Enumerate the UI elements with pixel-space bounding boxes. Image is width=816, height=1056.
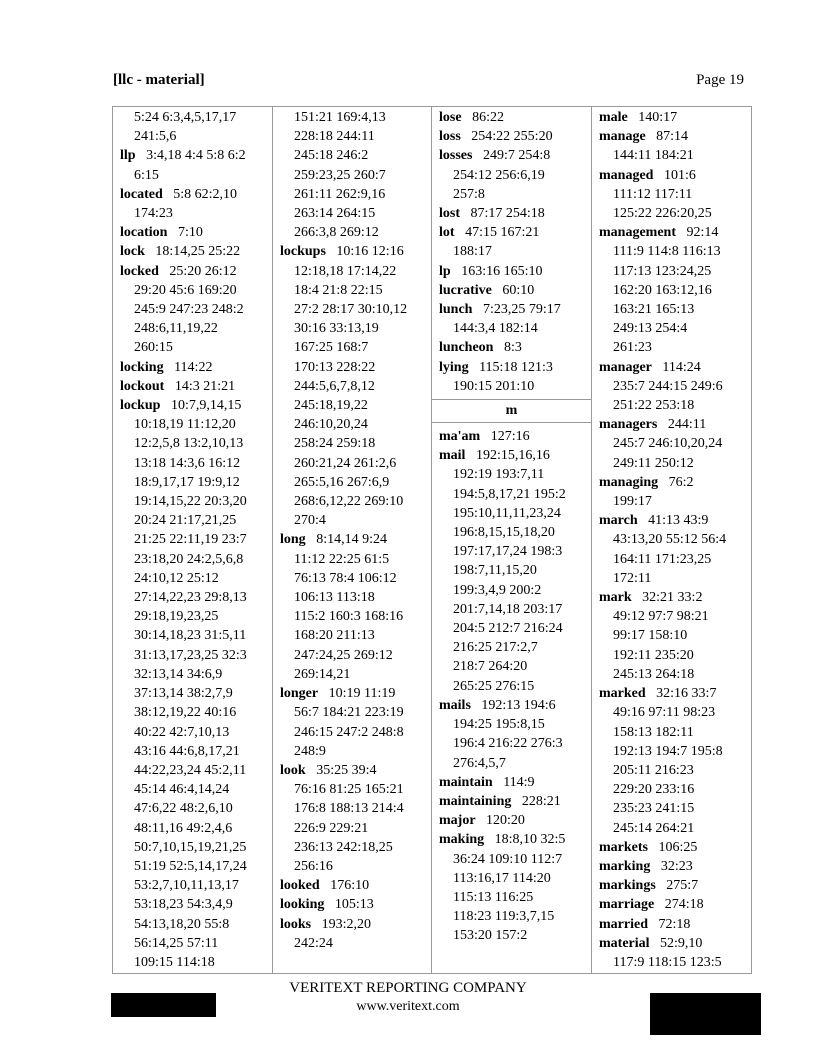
index-refs: 192:15,16,16 <box>475 448 550 464</box>
index-refs: 106:25 <box>658 839 698 855</box>
index-entry <box>592 223 753 242</box>
index-refs: 32:16 33:7 <box>656 686 717 702</box>
index-entry <box>592 876 753 895</box>
index-continuation: 6:15 <box>134 167 159 183</box>
index-term: lying <box>439 359 469 375</box>
index-term: march <box>599 513 638 529</box>
index-continuation: 259:23,25 260:7 <box>294 167 386 183</box>
index-continuation: 40:22 42:7,10,13 <box>134 724 230 740</box>
index-entry <box>432 773 591 792</box>
index-continuation: 276:4,5,7 <box>453 755 506 771</box>
index-continuation: 194:5,8,17,21 195:2 <box>453 486 566 502</box>
index-term: lost <box>439 206 460 222</box>
index-term: lock <box>120 244 145 260</box>
index-term: locked <box>120 263 159 279</box>
footer-website: www.veritext.com <box>356 999 460 1014</box>
index-continuation: 11:12 22:25 61:5 <box>294 551 390 567</box>
index-continuation: 167:25 168:7 <box>294 340 369 356</box>
index-refs: 176:10 <box>330 878 370 894</box>
index-entry <box>592 684 753 703</box>
index-continuation: 204:5 212:7 216:24 <box>453 621 563 637</box>
index-continuation: 12:2,5,8 13:2,10,13 <box>134 436 244 452</box>
index-term: looking <box>280 897 325 913</box>
index-refs: 10:7,9,14,15 <box>170 398 242 414</box>
index-continuation: 188:17 <box>453 244 492 260</box>
index-term: lose <box>439 110 462 125</box>
index-continuation: 31:13,17,23,25 32:3 <box>134 647 247 663</box>
index-continuation: 30:16 33:13,19 <box>294 321 379 337</box>
index-continuation: 258:24 259:18 <box>294 436 376 452</box>
index-refs: 120:20 <box>486 813 525 829</box>
index-refs: 18:8,10 32:5 <box>494 832 566 848</box>
index-entry <box>432 696 591 715</box>
index-entry <box>432 281 591 300</box>
index-refs: 47:15 167:21 <box>465 225 540 241</box>
index-entry <box>432 446 591 465</box>
index-continuation: 24:10,12 25:12 <box>134 570 219 586</box>
index-continuation: 164:11 171:23,25 <box>613 551 712 567</box>
index-refs: 7:23,25 79:17 <box>482 302 561 318</box>
index-continuation: 153:20 157:2 <box>453 928 528 944</box>
index-term: marking <box>599 858 651 874</box>
index-term: manager <box>599 359 652 375</box>
index-entry <box>592 108 753 127</box>
index-term: lucrative <box>439 282 492 298</box>
index-continuation: 117:9 118:15 123:5 <box>613 954 722 970</box>
index-continuation: 99:17 158:10 <box>613 628 688 644</box>
index-continuation: 248:9 <box>294 743 326 759</box>
index-refs: 60:10 <box>502 282 535 298</box>
index-entry <box>432 146 591 165</box>
index-entry <box>432 223 591 242</box>
index-continuation: 260:21,24 261:2,6 <box>294 455 397 471</box>
index-continuation: 163:21 165:13 <box>613 302 695 318</box>
index-continuation: 56:14,25 57:11 <box>134 935 219 951</box>
index-continuation: 174:23 <box>134 206 173 222</box>
index-term: lockup <box>120 398 161 414</box>
index-refs: 41:13 43:9 <box>648 513 709 529</box>
index-term: lockups <box>280 244 326 260</box>
index-refs: 3:4,18 4:4 5:8 6:2 <box>146 148 246 164</box>
index-continuation: 245:7 246:10,20,24 <box>613 436 723 452</box>
index-entry <box>432 792 591 811</box>
index-entry <box>113 262 272 281</box>
index-term: maintaining <box>439 793 512 809</box>
index-refs: 32:23 <box>660 858 693 874</box>
index-continuation: 254:12 256:6,19 <box>453 167 545 183</box>
index-continuation: 29:20 45:6 169:20 <box>134 282 237 298</box>
index-term: markets <box>599 839 648 855</box>
index-continuation: 115:2 160:3 168:16 <box>294 609 404 625</box>
index-entry <box>113 223 272 242</box>
index-entry <box>113 377 272 396</box>
index-continuation: 27:14,22,23 29:8,13 <box>134 590 247 606</box>
index-continuation: 47:6,22 48:2,6,10 <box>134 801 233 817</box>
index-term: lp <box>439 263 451 279</box>
index-term: long <box>280 532 306 548</box>
index-term: looked <box>280 878 320 894</box>
index-continuation: 18:9,17,17 19:9,12 <box>134 474 240 490</box>
index-term: location <box>120 225 168 241</box>
index-term: looks <box>280 916 312 932</box>
index-continuation: 32:13,14 34:6,9 <box>134 666 223 682</box>
index-entry <box>273 761 431 780</box>
index-term: material <box>599 935 650 951</box>
index-refs: 14:3 21:21 <box>174 378 236 394</box>
index-continuation: 144:3,4 182:14 <box>453 321 538 337</box>
index-continuation: 49:16 97:11 98:23 <box>613 705 716 721</box>
index-continuation: 249:13 254:4 <box>613 321 688 337</box>
index-continuation: 245:18,19,22 <box>294 398 368 414</box>
index-continuation: 151:21 169:4,13 <box>294 110 386 125</box>
index-refs: 192:13 194:6 <box>481 697 556 713</box>
index-term: locking <box>120 359 164 375</box>
index-refs: 8:14,14 9:24 <box>316 532 387 548</box>
index-continuation: 199:17 <box>613 494 652 510</box>
index-continuation: 249:11 250:12 <box>613 455 694 471</box>
index-entry <box>592 166 753 185</box>
index-continuation: 5:24 6:3,4,5,17,17 <box>134 110 237 125</box>
index-continuation: 18:4 21:8 22:15 <box>294 282 383 298</box>
index-term: lockout <box>120 378 165 394</box>
index-continuation: 38:12,19,22 40:16 <box>134 705 237 721</box>
index-entry <box>432 262 591 281</box>
index-continuation: 13:18 14:3,6 16:12 <box>134 455 241 471</box>
index-continuation: 111:12 117:11 <box>613 186 693 202</box>
index-entry <box>432 127 591 146</box>
index-continuation: 158:13 182:11 <box>613 724 694 740</box>
index-term: manage <box>599 129 646 145</box>
index-continuation: 245:9 247:23 248:2 <box>134 302 244 318</box>
index-continuation: 246:10,20,24 <box>294 417 368 433</box>
index-refs: 87:14 <box>656 129 689 145</box>
index-entry <box>432 830 591 849</box>
index-continuation: 19:14,15,22 20:3,20 <box>134 494 247 510</box>
index-entry <box>592 895 753 914</box>
index-term: located <box>120 186 163 202</box>
index-term: marriage <box>599 897 655 913</box>
index-entry <box>273 915 431 934</box>
index-term: llp <box>120 148 136 164</box>
index-refs: 72:18 <box>658 916 691 932</box>
index-refs: 254:22 255:20 <box>471 129 553 145</box>
index-refs: 87:17 254:18 <box>470 206 545 222</box>
index-refs: 274:18 <box>664 897 704 913</box>
index-continuation: 257:8 <box>453 186 485 202</box>
index-continuation: 20:24 21:17,21,25 <box>134 513 237 529</box>
index-continuation: 245:18 246:2 <box>294 148 369 164</box>
index-entry <box>113 358 272 377</box>
index-entry <box>592 358 753 377</box>
index-continuation: 54:13,18,20 55:8 <box>134 916 230 932</box>
index-continuation: 226:9 229:21 <box>294 820 369 836</box>
index-continuation: 201:7,14,18 203:17 <box>453 601 563 617</box>
index-continuation: 260:15 <box>134 340 173 356</box>
index-continuation: 53:2,7,10,11,13,17 <box>134 878 239 894</box>
index-term: married <box>599 916 648 932</box>
index-continuation: 45:14 46:4,14,24 <box>134 782 230 798</box>
index-refs: 275:7 <box>666 878 699 894</box>
redaction-block-right <box>650 993 761 1035</box>
index-refs: 127:16 <box>490 429 530 445</box>
index-continuation: 10:18,19 11:12,20 <box>134 417 236 433</box>
index-refs: 228:21 <box>521 793 561 809</box>
index-continuation: 172:11 <box>613 570 652 586</box>
index-term: marked <box>599 686 646 702</box>
index-continuation: 269:14,21 <box>294 666 351 682</box>
index-term: lot <box>439 225 455 241</box>
index-continuation: 265:5,16 267:6,9 <box>294 474 390 490</box>
redaction-block-left <box>111 993 216 1017</box>
index-section-heading: m <box>432 399 591 423</box>
index-continuation: 192:11 235:20 <box>613 647 694 663</box>
index-refs: 163:16 165:10 <box>461 263 543 279</box>
index-column-4 <box>592 107 753 973</box>
index-entry <box>592 415 753 434</box>
index-entry <box>592 934 753 953</box>
index-continuation: 228:18 244:11 <box>294 129 375 145</box>
index-continuation: 76:13 78:4 106:12 <box>294 570 397 586</box>
index-column-2 <box>273 107 432 973</box>
index-continuation: 268:6,12,22 269:10 <box>294 494 404 510</box>
index-continuation: 162:20 163:12,16 <box>613 282 712 298</box>
index-continuation: 196:4 216:22 276:3 <box>453 736 563 752</box>
index-refs: 76:2 <box>668 474 694 490</box>
index-continuation: 235:7 244:15 249:6 <box>613 378 723 394</box>
index-continuation: 168:20 211:13 <box>294 628 375 644</box>
index-entry <box>273 876 431 895</box>
index-continuation: 125:22 226:20,25 <box>613 206 712 222</box>
index-term: look <box>280 762 306 778</box>
index-refs: 115:18 121:3 <box>479 359 553 375</box>
index-continuation: 56:7 184:21 223:19 <box>294 705 404 721</box>
index-continuation: 247:24,25 269:12 <box>294 647 393 663</box>
index-entry <box>113 146 272 165</box>
index-refs: 105:13 <box>334 897 374 913</box>
index-continuation: 170:13 228:22 <box>294 359 376 375</box>
index-term: mark <box>599 590 632 606</box>
index-refs: 25:20 26:12 <box>169 263 237 279</box>
index-continuation: 113:16,17 114:20 <box>453 870 551 886</box>
index-entry <box>113 185 272 204</box>
index-refs: 114:9 <box>503 774 535 790</box>
index-refs: 101:6 <box>663 167 696 183</box>
index-refs: 8:3 <box>503 340 522 356</box>
index-continuation: 246:15 247:2 248:8 <box>294 724 404 740</box>
index-term: management <box>599 225 676 241</box>
index-entry <box>432 338 591 357</box>
index-continuation: 205:11 216:23 <box>613 762 694 778</box>
word-index-table <box>112 106 752 974</box>
index-continuation: 198:7,11,15,20 <box>453 563 537 579</box>
index-refs: 140:17 <box>638 110 678 125</box>
index-continuation: 235:23 241:15 <box>613 801 695 817</box>
index-continuation: 144:11 184:21 <box>613 148 694 164</box>
index-continuation: 196:8,15,15,18,20 <box>453 525 555 541</box>
index-continuation: 51:19 52:5,14,17,24 <box>134 858 247 874</box>
footer-company: VERITEXT REPORTING COMPANY <box>289 980 527 996</box>
index-continuation: 21:25 22:11,19 23:7 <box>134 532 247 548</box>
index-continuation: 270:4 <box>294 513 326 529</box>
index-entry <box>432 811 591 830</box>
index-continuation: 265:25 276:15 <box>453 678 535 694</box>
index-term: lunch <box>439 302 473 318</box>
index-continuation: 106:13 113:18 <box>294 590 375 606</box>
index-continuation: 194:25 195:8,15 <box>453 717 545 733</box>
case-label: [llc - material] <box>113 72 205 88</box>
index-entry <box>432 358 591 377</box>
index-continuation: 117:13 123:24,25 <box>613 263 712 279</box>
index-entry <box>273 530 431 549</box>
index-continuation: 197:17,17,24 198:3 <box>453 544 563 560</box>
index-continuation: 216:25 217:2,7 <box>453 640 538 656</box>
index-continuation: 218:7 264:20 <box>453 659 528 675</box>
index-refs: 10:16 12:16 <box>336 244 404 260</box>
index-entry <box>432 204 591 223</box>
index-refs: 5:8 62:2,10 <box>173 186 238 202</box>
index-continuation: 263:14 264:15 <box>294 206 376 222</box>
index-continuation: 241:5,6 <box>134 129 177 145</box>
index-entry <box>592 588 753 607</box>
index-refs: 86:22 <box>472 110 504 125</box>
index-continuation: 36:24 109:10 112:7 <box>453 851 563 867</box>
index-entry <box>113 242 272 261</box>
index-term: longer <box>280 686 319 702</box>
index-continuation: 49:12 97:7 98:21 <box>613 609 709 625</box>
index-continuation: 27:2 28:17 30:10,12 <box>294 302 408 318</box>
index-refs: 18:14,25 25:22 <box>155 244 241 260</box>
index-entry <box>113 396 272 415</box>
index-continuation: 192:13 194:7 195:8 <box>613 743 723 759</box>
index-continuation: 43:13,20 55:12 56:4 <box>613 532 727 548</box>
index-refs: 92:14 <box>686 225 719 241</box>
index-entry <box>273 895 431 914</box>
index-refs: 52:9,10 <box>660 935 703 951</box>
index-refs: 7:10 <box>177 225 203 241</box>
index-term: making <box>439 832 485 848</box>
index-continuation: 109:15 114:18 <box>134 954 215 970</box>
index-continuation: 176:8 188:13 214:4 <box>294 801 404 817</box>
index-continuation: 44:22,23,24 45:2,11 <box>134 762 247 778</box>
index-refs: 10:19 11:19 <box>328 686 396 702</box>
index-continuation: 199:3,4,9 200:2 <box>453 582 542 598</box>
index-term: major <box>439 813 476 829</box>
index-continuation: 261:11 262:9,16 <box>294 186 386 202</box>
index-term: losses <box>439 148 473 164</box>
index-entry <box>273 242 431 261</box>
index-column-3 <box>432 107 592 973</box>
index-continuation: 43:16 44:6,8,17,21 <box>134 743 240 759</box>
index-continuation: 256:16 <box>294 858 333 874</box>
index-entry <box>432 108 591 127</box>
index-continuation: 195:10,11,11,23,24 <box>453 505 561 521</box>
index-continuation: 115:13 116:25 <box>453 889 534 905</box>
index-term: mail <box>439 448 466 464</box>
index-entry <box>592 857 753 876</box>
index-continuation: 266:3,8 269:12 <box>294 225 379 241</box>
index-refs: 32:21 33:2 <box>642 590 703 606</box>
index-entry <box>432 300 591 319</box>
index-continuation: 12:18,18 17:14,22 <box>294 263 397 279</box>
index-column-1 <box>113 107 273 973</box>
index-continuation: 76:16 81:25 165:21 <box>294 782 404 798</box>
index-continuation: 245:14 264:21 <box>613 820 695 836</box>
index-term: managing <box>599 474 659 490</box>
index-entry <box>592 511 753 530</box>
index-continuation: 229:20 233:16 <box>613 782 695 798</box>
index-term: managers <box>599 417 658 433</box>
index-entry <box>592 473 753 492</box>
index-continuation: 118:23 119:3,7,15 <box>453 909 555 925</box>
index-refs: 35:25 39:4 <box>316 762 377 778</box>
index-entry <box>592 838 753 857</box>
index-entry <box>273 684 431 703</box>
index-continuation: 37:13,14 38:2,7,9 <box>134 686 233 702</box>
index-refs: 249:7 254:8 <box>482 148 551 164</box>
index-continuation: 244:5,6,7,8,12 <box>294 378 375 394</box>
index-term: male <box>599 110 628 125</box>
index-term: maintain <box>439 774 493 790</box>
index-refs: 114:22 <box>174 359 213 375</box>
index-continuation: 248:6,11,19,22 <box>134 321 218 337</box>
index-continuation: 192:19 193:7,11 <box>453 467 545 483</box>
index-continuation: 245:13 264:18 <box>613 666 695 682</box>
index-term: mails <box>439 697 471 713</box>
index-continuation: 190:15 201:10 <box>453 378 535 394</box>
index-continuation: 236:13 242:18,25 <box>294 839 393 855</box>
index-continuation: 111:9 114:8 116:13 <box>613 244 721 260</box>
index-continuation: 29:18,19,23,25 <box>134 609 219 625</box>
index-refs: 114:24 <box>662 359 701 375</box>
index-term: luncheon <box>439 340 494 356</box>
index-continuation: 53:18,23 54:3,4,9 <box>134 897 233 913</box>
index-term: managed <box>599 167 654 183</box>
index-continuation: 261:23 <box>613 340 652 356</box>
index-entry <box>592 127 753 146</box>
index-continuation: 23:18,20 24:2,5,6,8 <box>134 551 244 567</box>
index-term: ma'am <box>439 429 481 445</box>
page-number: Page 19 <box>696 72 744 88</box>
index-term: loss <box>439 129 461 145</box>
index-term: markings <box>599 878 656 894</box>
index-refs: 244:11 <box>667 417 707 433</box>
index-continuation: 242:24 <box>294 935 333 951</box>
index-continuation: 30:14,18,23 31:5,11 <box>134 628 247 644</box>
index-entry <box>432 427 591 446</box>
index-continuation: 48:11,16 49:2,4,6 <box>134 820 233 836</box>
index-refs: 193:2,20 <box>321 916 372 932</box>
index-continuation: 50:7,10,15,19,21,25 <box>134 839 247 855</box>
index-entry <box>592 915 753 934</box>
index-continuation: 251:22 253:18 <box>613 398 695 414</box>
